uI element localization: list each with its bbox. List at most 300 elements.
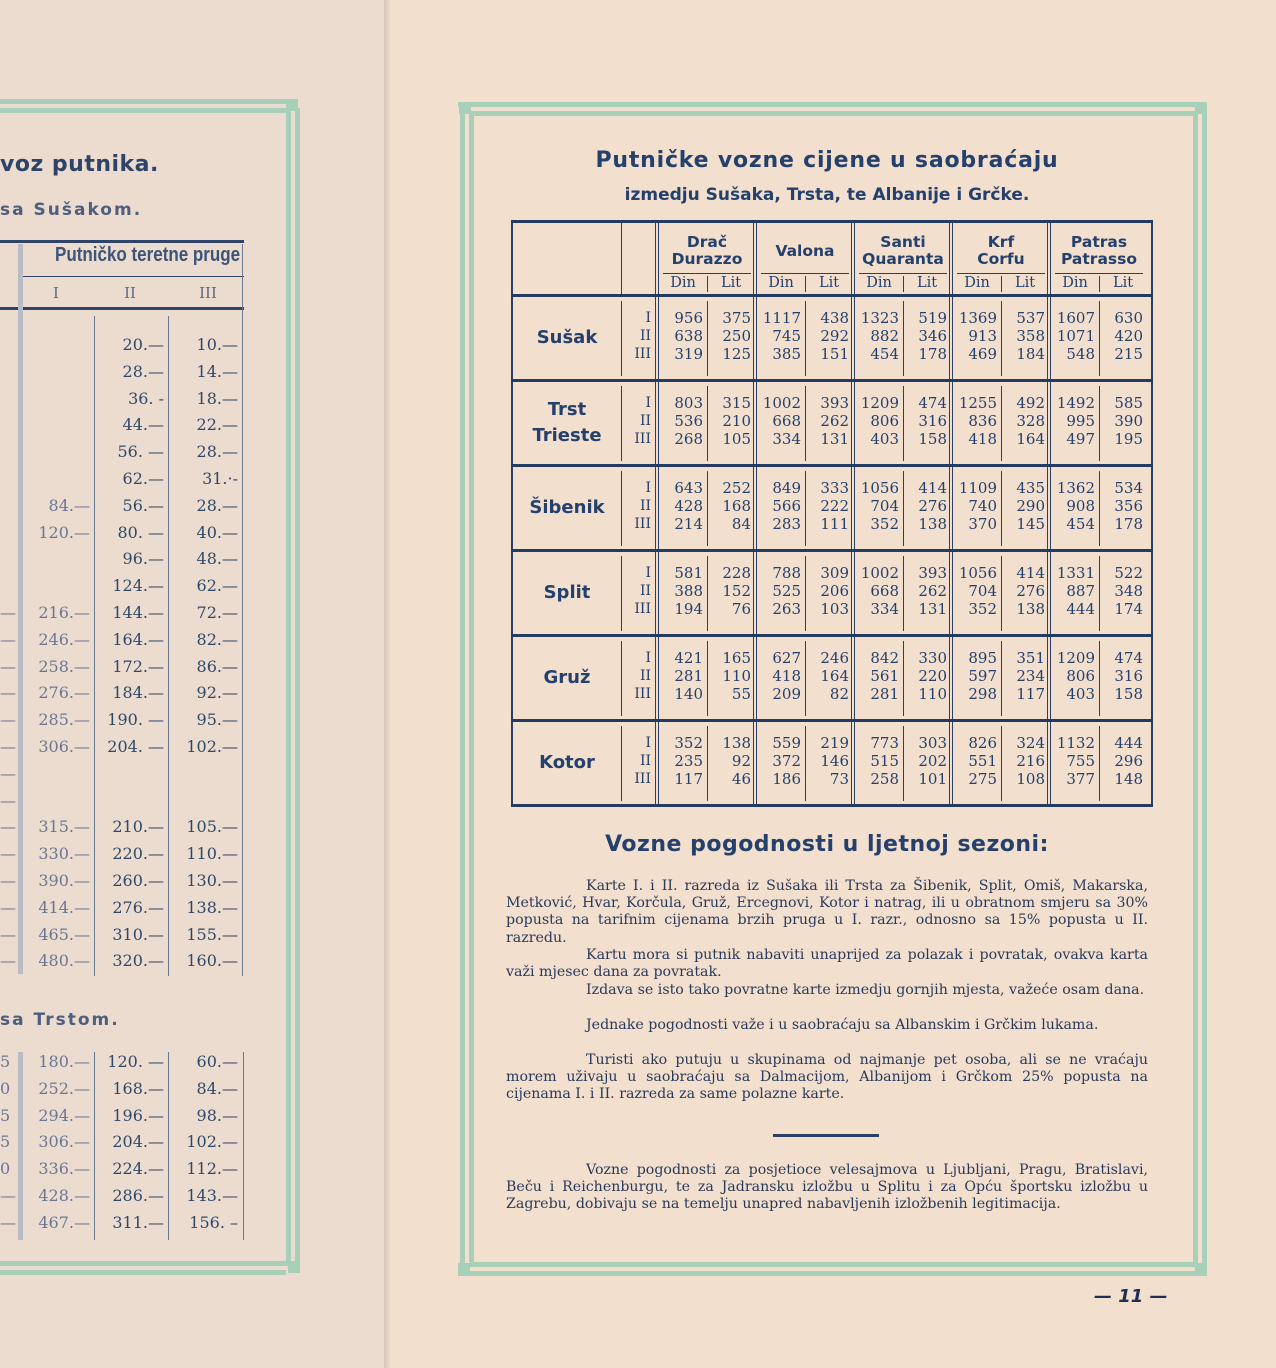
fare-value: 268 [674, 430, 703, 448]
cell-value: — [0, 817, 16, 837]
cell-value: 40.— [196, 522, 238, 542]
cell-value: 428.— [38, 1185, 90, 1205]
cell-value: 306.— [38, 1132, 90, 1152]
fare-value: 315 [722, 394, 751, 412]
cell-value: 56.— [122, 495, 164, 515]
fare-value: 755 [1066, 752, 1095, 770]
cell-value: 28.— [196, 442, 238, 462]
class-label: III [634, 346, 651, 362]
fare-value: 290 [1016, 497, 1045, 515]
cell-value: — [0, 924, 16, 944]
fare-column [953, 479, 997, 533]
frame-line [460, 112, 465, 1272]
cell-value [22, 546, 90, 573]
fare-column [707, 394, 751, 448]
fare-value: 393 [918, 564, 947, 582]
fare-value: 597 [968, 667, 997, 685]
cell-value: 5 [0, 1052, 11, 1071]
cell-value [0, 520, 16, 547]
cell-value: 465.— [38, 924, 90, 944]
table-border [243, 1052, 244, 1240]
fare-column [903, 564, 947, 618]
frame-line [0, 108, 286, 113]
cell-value: 96.— [122, 549, 164, 569]
fare-value: 117 [1016, 685, 1045, 703]
class-label: I [645, 565, 651, 581]
cell-value: 336.— [38, 1159, 90, 1179]
fare-value: 296 [1114, 752, 1143, 770]
fare-column [903, 479, 947, 533]
cell-value: 120.— [38, 522, 90, 542]
cell-value: 294.— [38, 1105, 90, 1125]
city-label: Trieste [532, 425, 602, 446]
fare-value: 522 [1114, 564, 1143, 582]
fare-column [953, 309, 997, 363]
frame-line [1202, 112, 1207, 1272]
class-i-column [22, 332, 90, 975]
destination-name-alt: Patrasso [1060, 250, 1138, 268]
fare-value: 1117 [762, 309, 801, 327]
fare-value: 216 [1016, 752, 1045, 770]
fare-value: 581 [674, 564, 703, 582]
cell-value: — [0, 1185, 16, 1205]
cell-value: 390.— [38, 870, 90, 890]
fare-value: 375 [722, 309, 751, 327]
cell-value: 156. – [189, 1212, 238, 1232]
cell-value: 224.— [112, 1159, 164, 1179]
fare-value: 418 [968, 430, 997, 448]
header-rule [859, 273, 947, 274]
fare-value: 84 [731, 515, 751, 533]
fare-value: 1492 [1056, 394, 1095, 412]
fare-value: 334 [772, 430, 801, 448]
city-name [513, 722, 621, 804]
cell-value [22, 359, 90, 386]
fare-value: 164 [1016, 430, 1045, 448]
cell-value [22, 386, 90, 413]
frame-line [286, 108, 291, 1266]
fare-column [1001, 309, 1045, 363]
fare-value: 435 [1016, 479, 1045, 497]
cell-value: 164.— [112, 629, 164, 649]
fare-value: 283 [772, 515, 801, 533]
row-rule [511, 804, 1153, 807]
page-subtitle: izmedju Sušaka, Trsta, te Albanije i Grčke. [624, 185, 1030, 205]
page-number: — 11 — [1094, 1286, 1168, 1307]
fare-value: 627 [772, 649, 801, 667]
fare-value: 178 [918, 345, 947, 363]
fare-value: 414 [1016, 564, 1045, 582]
unit-din: Din [670, 275, 696, 291]
left-page [0, 0, 388, 1368]
fare-value: 1369 [958, 309, 997, 327]
fare-value: 214 [674, 515, 703, 533]
unit-lit: Lit [1112, 275, 1134, 291]
fare-value: 46 [731, 770, 751, 788]
fare-value: 745 [772, 327, 801, 345]
fare-value: 1209 [1056, 649, 1095, 667]
class-labels [617, 649, 651, 703]
fare-value: 534 [1114, 479, 1143, 497]
cell-value: 28.— [196, 495, 238, 515]
city-label: Kotor [539, 752, 595, 773]
fare-value: 73 [829, 770, 849, 788]
fare-value: 995 [1066, 412, 1095, 430]
cell-value: 311.— [112, 1212, 164, 1232]
cell-value: 62.— [122, 468, 164, 488]
cell-value: 92.— [196, 683, 238, 703]
paragraph [506, 982, 1148, 999]
cell-value: — [0, 602, 16, 622]
fare-column [659, 479, 703, 533]
cell-value [96, 761, 164, 788]
cell-value [170, 761, 238, 788]
cell-value [22, 466, 90, 493]
city-name [513, 297, 621, 379]
cell-value: 84.— [196, 1078, 238, 1098]
fare-column [903, 734, 947, 788]
cell-value: 310.— [112, 924, 164, 944]
fare-column [805, 309, 849, 363]
fare-value: 849 [772, 479, 801, 497]
cell-value: 276.— [112, 897, 164, 917]
cell-value: 105.— [186, 817, 238, 837]
cell-value: 0 [0, 1159, 11, 1179]
frame-corner [458, 1263, 470, 1275]
destination-header [659, 228, 755, 274]
cell-value: 22.— [196, 415, 238, 435]
fare-value: 454 [870, 345, 899, 363]
cell-value: 306.— [38, 736, 90, 756]
fare-value: 803 [674, 394, 703, 412]
cell-value: — [0, 683, 16, 703]
fare-value: 474 [918, 394, 947, 412]
cell-value: — [0, 790, 16, 810]
fare-column [805, 734, 849, 788]
cell-value: 80. — [117, 522, 164, 542]
frame-corner [1195, 1263, 1207, 1275]
fare-value: 303 [918, 734, 947, 752]
fare-value: 210 [722, 412, 751, 430]
cell-value: — [0, 763, 16, 783]
class-ii-column [96, 332, 164, 975]
class-label: III [634, 771, 651, 787]
paragraph-text: Vozne pogodnosti za posjetioce velesajmova u Ljubljani, Pragu, Bratislavi, Beču i Reichenburgu, te za Jadransku izložbu u Splitu i za Opću športsku izložbu u Zagrebu, dobivaju se na temelju unapred nabavljenih izložbenih legitimacija. [506, 1162, 1148, 1213]
fare-value: 131 [820, 430, 849, 448]
cell-value: 138.— [186, 897, 238, 917]
cell-value: 204. — [107, 736, 164, 756]
cell-value [0, 466, 16, 493]
cell-value: 82.— [196, 629, 238, 649]
fare-column [1051, 479, 1095, 533]
destination-name: Valona [775, 241, 835, 260]
cell-value: 220.— [112, 844, 164, 864]
fare-value: 328 [1016, 412, 1045, 430]
fare-value: 956 [674, 309, 703, 327]
cell-value: 246.— [38, 629, 90, 649]
cell-value [0, 359, 16, 386]
table-rule [20, 276, 244, 277]
fare-value: 145 [1016, 515, 1045, 533]
fare-value: 125 [722, 345, 751, 363]
cell-value: 102.— [186, 736, 238, 756]
fare-value: 377 [1066, 770, 1095, 788]
frame-line [295, 108, 300, 1266]
fare-value: 704 [870, 497, 899, 515]
fare-column [659, 649, 703, 703]
fare-value: 537 [1016, 309, 1045, 327]
frame-line [458, 1271, 1207, 1276]
cell-value: 143.— [186, 1185, 238, 1205]
destination-name-alt: Durazzo [671, 250, 743, 268]
cell-value [0, 493, 16, 520]
fare-value: 111 [820, 515, 849, 533]
class-header-iii: III [199, 284, 217, 302]
cell-value: 184.— [112, 683, 164, 703]
cell-value: 276.— [38, 683, 90, 703]
fare-column [707, 734, 751, 788]
class-label: II [639, 413, 651, 429]
fare-value: 630 [1114, 309, 1143, 327]
fare-column [855, 309, 899, 363]
cell-value: 160.— [186, 951, 238, 971]
fare-column [1099, 734, 1143, 788]
fare-value: 276 [1016, 582, 1045, 600]
cell-value: 56. — [117, 442, 164, 462]
cell-value [0, 546, 16, 573]
fare-value: 148 [1114, 770, 1143, 788]
paragraph-text: Izdava se isto tako povratne karte izmedju gornjih mjesta, važeće osam dana. [586, 982, 1145, 998]
cell-value: 216.— [38, 602, 90, 622]
table-header: Putničko teretne pruge [55, 244, 241, 266]
cell-value: 168.— [112, 1078, 164, 1098]
fare-value: 158 [918, 430, 947, 448]
fare-value: 548 [1066, 345, 1095, 363]
footer-paragraph [506, 1162, 1148, 1214]
fare-value: 108 [1016, 770, 1045, 788]
cell-value: 48.— [196, 549, 238, 569]
cell-value [22, 761, 90, 788]
cell-value: 320.— [112, 951, 164, 971]
fare-value: 551 [968, 752, 997, 770]
fare-value: 1056 [958, 564, 997, 582]
fare-value: 638 [674, 327, 703, 345]
fare-value: 566 [772, 497, 801, 515]
class-labels [617, 479, 651, 533]
fare-value: 497 [1066, 430, 1095, 448]
unit-din: Din [964, 275, 990, 291]
fare-value: 388 [674, 582, 703, 600]
unit-din: Din [866, 275, 892, 291]
city-label: Trst [547, 399, 587, 420]
fare-value: 352 [674, 734, 703, 752]
fare-value: 219 [820, 734, 849, 752]
cell-value: — [0, 951, 16, 971]
class-labels [617, 309, 651, 363]
fare-column [1099, 649, 1143, 703]
cell-value: 86.— [196, 656, 238, 676]
fare-column [757, 564, 801, 618]
frame-line [470, 1262, 1198, 1267]
class-labels [617, 394, 651, 448]
cell-value [170, 788, 238, 815]
fare-value: 184 [1016, 345, 1045, 363]
unit-divider [1099, 276, 1100, 292]
cell-value: 20.— [122, 335, 164, 354]
fare-value: 454 [1066, 515, 1095, 533]
fare-value: 418 [772, 667, 801, 685]
fare-column [805, 564, 849, 618]
class-label: I [645, 310, 651, 326]
class-label: III [634, 431, 651, 447]
fare-column [757, 479, 801, 533]
cell-value: 124.— [112, 576, 164, 596]
fare-value: 117 [674, 770, 703, 788]
fare-value: 105 [722, 430, 751, 448]
cell-value: 190. — [107, 710, 164, 730]
unit-lit: Lit [720, 275, 742, 291]
fare-value: 895 [968, 649, 997, 667]
fare-value: 202 [918, 752, 947, 770]
fare-value: 186 [772, 770, 801, 788]
cell-value: 467.— [38, 1212, 90, 1232]
class-label: I [645, 395, 651, 411]
fare-value: 158 [1114, 685, 1143, 703]
cell-value [0, 573, 16, 600]
fare-column [855, 394, 899, 448]
fare-value: 235 [674, 752, 703, 770]
cell-value: 252.— [38, 1078, 90, 1098]
fare-value: 704 [968, 582, 997, 600]
frame-line [0, 1270, 286, 1275]
cell-value: 480.— [38, 951, 90, 971]
fare-value: 263 [772, 600, 801, 618]
cell-value: 286.— [112, 1185, 164, 1205]
class-labels [617, 564, 651, 618]
header-rule [761, 273, 849, 274]
fare-value: 1132 [1056, 734, 1095, 752]
fare-column [855, 649, 899, 703]
fare-value: 206 [820, 582, 849, 600]
paragraph [506, 1017, 1148, 1034]
fare-value: 246 [820, 649, 849, 667]
fare-column [707, 309, 751, 363]
destination-name: Krf [987, 233, 1015, 251]
fare-value: 826 [968, 734, 997, 752]
fare-value: 281 [870, 685, 899, 703]
cell-value [0, 332, 16, 359]
fare-value: 110 [918, 685, 947, 703]
class-ii-column [96, 1049, 164, 1237]
fare-column [1051, 564, 1095, 618]
fare-value: 101 [918, 770, 947, 788]
fare-column [1099, 394, 1143, 448]
fare-value: 403 [1066, 685, 1095, 703]
fare-value: 773 [870, 734, 899, 752]
paragraph-text: Kartu mora si putnik nabaviti unaprijed za polazak i povratak, ovakva karta važi mjesec dana za povratak. [506, 947, 1148, 981]
fare-value: 138 [918, 515, 947, 533]
fare-value: 316 [1114, 667, 1143, 685]
cell-value: — [0, 1212, 16, 1232]
unit-lit: Lit [818, 275, 840, 291]
class-labels [617, 734, 651, 788]
fare-column [953, 734, 997, 788]
fare-value: 351 [1016, 649, 1045, 667]
frame-line [0, 1261, 286, 1266]
header-rule [957, 273, 1045, 274]
cell-value: 196.— [112, 1105, 164, 1125]
class-label: I [645, 735, 651, 751]
fare-value: 788 [772, 564, 801, 582]
fare-column [1099, 309, 1143, 363]
fare-column [757, 309, 801, 363]
cell-value: 155.— [186, 924, 238, 944]
fare-value: 352 [870, 515, 899, 533]
fare-value: 390 [1114, 412, 1143, 430]
paragraph [506, 947, 1148, 981]
frame-line [0, 99, 286, 104]
cell-value: 10.— [196, 335, 238, 354]
fare-value: 324 [1016, 734, 1045, 752]
fare-value: 348 [1114, 582, 1143, 600]
section-title: Vozne pogodnosti u ljetnoj sezoni: [605, 832, 1049, 857]
column-divider [94, 316, 95, 976]
fare-value: 140 [674, 685, 703, 703]
fare-value: 403 [870, 430, 899, 448]
fare-column [855, 564, 899, 618]
fare-value: 195 [1114, 430, 1143, 448]
fare-value: 334 [870, 600, 899, 618]
cell-value [96, 788, 164, 815]
fare-value: 152 [722, 582, 751, 600]
fare-column [1099, 564, 1143, 618]
fare-value: 469 [968, 345, 997, 363]
cell-value: 172.— [112, 656, 164, 676]
cell-value: 112.— [186, 1159, 238, 1179]
cell-value: 0 [0, 1078, 11, 1098]
class-label: II [639, 753, 651, 769]
cell-value: 258.— [38, 656, 90, 676]
cell-value: 210.— [112, 817, 164, 837]
header-rule [663, 273, 751, 274]
fare-value: 352 [968, 600, 997, 618]
destination-name-alt: Quaranta [862, 250, 944, 268]
fare-value: 103 [820, 600, 849, 618]
fare-value: 330 [918, 649, 947, 667]
cell-value: — [0, 656, 16, 676]
city-name [513, 637, 621, 719]
fare-value: 474 [1114, 649, 1143, 667]
fare-value: 525 [772, 582, 801, 600]
fare-column [707, 479, 751, 533]
fare-value: 887 [1066, 582, 1095, 600]
fare-value: 281 [674, 667, 703, 685]
class-header-ii: II [124, 284, 136, 302]
paragraph [506, 1052, 1148, 1104]
header-rule [1055, 273, 1143, 274]
table-top-rule [511, 220, 1153, 223]
fare-column [757, 649, 801, 703]
fare-value: 110 [722, 667, 751, 685]
frame-line [469, 112, 474, 1262]
cell-value [22, 788, 90, 815]
unit-divider [903, 276, 904, 292]
fare-value: 428 [674, 497, 703, 515]
fare-value: 319 [674, 345, 703, 363]
fare-value: 174 [1114, 600, 1143, 618]
cell-value: 18.— [196, 388, 238, 408]
fare-value: 356 [1114, 497, 1143, 515]
